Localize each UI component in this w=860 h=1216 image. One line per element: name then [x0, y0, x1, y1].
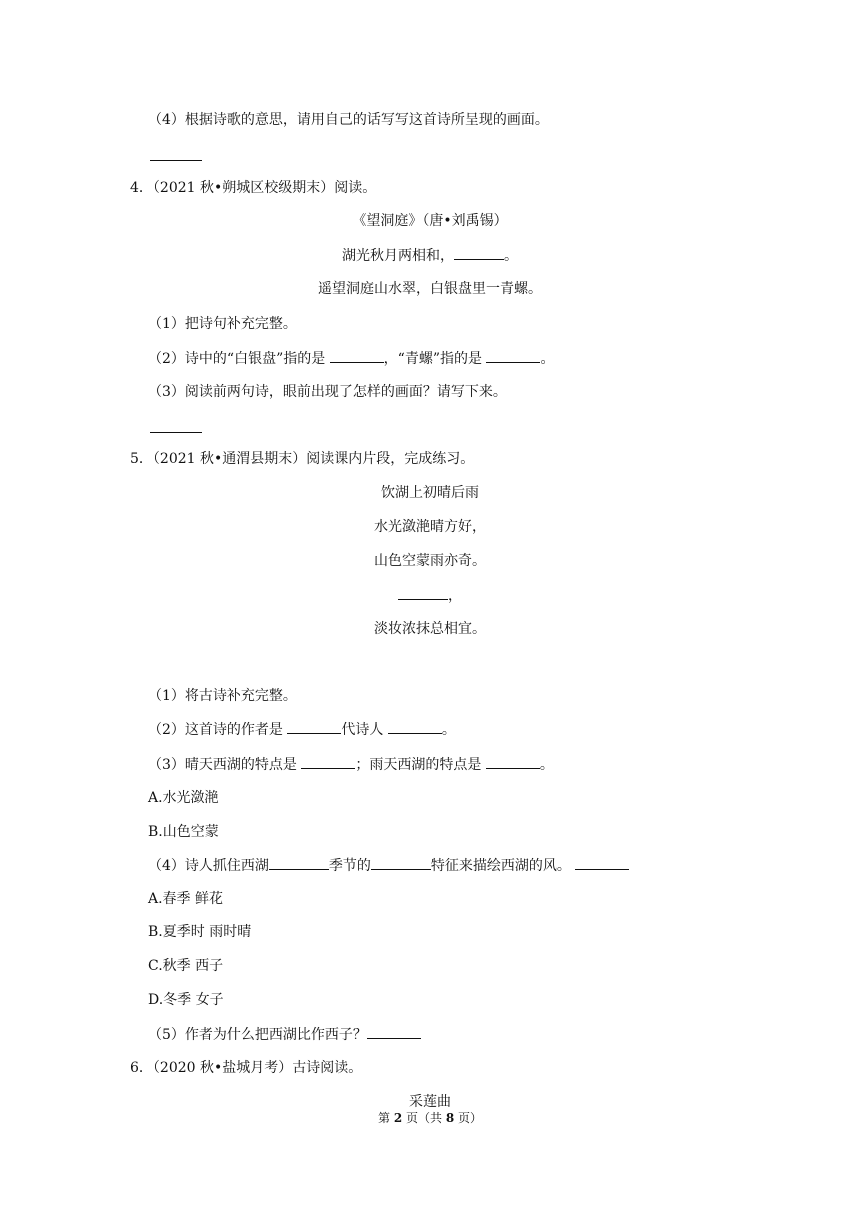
q5-sub4-blank2[interactable] — [371, 855, 431, 870]
q5-sub5-blank[interactable] — [367, 1024, 421, 1039]
footer-post: 页） — [454, 1111, 482, 1125]
q5-poem-line3 — [0, 585, 860, 606]
q4-sub2-text-a: （2）诗中的“白银盘”指的是 — [148, 351, 330, 367]
q5-sub2-text-b: 代诗人 — [341, 722, 388, 738]
q5-sub4-text-c: 特征来描绘西湖的风。 — [430, 858, 576, 874]
q5-sub4-option-c: C.秋季 西子 — [148, 958, 224, 974]
q5-sub3-text-a: （3）晴天西湖的特点是 — [148, 757, 302, 773]
q5-sub4 — [148, 855, 629, 876]
q5-sub4-text-b: 季节的 — [328, 858, 371, 874]
q4-header: 4．（2021 秋•朔城区校级期末）阅读。 — [130, 180, 377, 196]
q5-sub4-option-d: D.冬季 女子 — [148, 992, 224, 1008]
q4-poem-title: 《望洞庭》（唐•刘禹锡） — [352, 213, 508, 229]
q5-sub5-text: （5）作者为什么把西湖比作西子？ — [148, 1027, 367, 1043]
q5-sub4-answer-blank[interactable] — [575, 855, 629, 870]
q5-sub2-blank1[interactable] — [287, 719, 341, 734]
q5-sub4-option-b: B.夏季时 雨时晴 — [148, 924, 252, 940]
q5-sub3-text-c: 。 — [539, 757, 554, 773]
q5-sub2 — [148, 719, 456, 740]
footer-total-pages: 8 — [445, 1111, 455, 1125]
q4-sub2-text-b: ，“青螺”指的是 — [383, 351, 487, 367]
q5-sub2-blank2[interactable] — [388, 719, 442, 734]
q3-sub4-answer-blank[interactable] — [150, 160, 202, 161]
q5-poem-line2: 山色空蒙雨亦奇。 — [374, 553, 486, 569]
q4-line1-end: 。 — [504, 248, 518, 264]
q4-poem-line2: 遥望洞庭山水翠，白银盘里一青螺。 — [318, 281, 542, 297]
footer-pre: 第 — [377, 1111, 394, 1125]
q3-sub4: （4）根据诗歌的意思，请用自己的话写写这首诗所呈现的画面。 — [148, 112, 549, 128]
q5-line3-blank[interactable] — [398, 585, 448, 600]
q5-header: 5．（2021 秋•通渭县期末）阅读课内片段，完成练习。 — [130, 451, 475, 467]
q4-sub2-text-c: 。 — [540, 351, 555, 367]
q5-poem-line1: 水光潋滟晴方好， — [374, 519, 486, 535]
q5-sub2-text-c: 。 — [441, 722, 456, 738]
q5-sub2-text-a: （2）这首诗的作者是 — [148, 722, 288, 738]
q5-sub1: （1）将古诗补充完整。 — [148, 688, 297, 704]
q6-poem-title: 采莲曲 — [409, 1094, 451, 1110]
q5-sub5 — [148, 1024, 421, 1045]
q4-sub1: （1）把诗句补充完整。 — [148, 316, 297, 332]
footer-mid: 页（共 — [402, 1111, 446, 1125]
q4-sub3-answer-blank[interactable] — [150, 432, 202, 433]
page-footer — [0, 1110, 860, 1126]
q5-line3-end: ， — [448, 588, 462, 604]
q4-line1-text: 湖光秋月两相和， — [342, 248, 454, 264]
q5-sub3 — [148, 754, 554, 775]
q5-sub4-option-a: A.春季 鲜花 — [148, 891, 224, 907]
footer-page-number: 2 — [393, 1111, 403, 1125]
q5-sub4-text-a: （4）诗人抓住西湖 — [148, 858, 269, 874]
q5-poem-line4: 淡妆浓抹总相宜。 — [374, 621, 486, 637]
q4-sub2-blank2[interactable] — [486, 348, 540, 363]
q4-line1-blank[interactable] — [454, 245, 504, 260]
q5-sub3-text-b: ；雨天西湖的特点是 — [355, 757, 486, 773]
q5-sub3-blank1[interactable] — [301, 754, 355, 769]
q5-sub4-blank1[interactable] — [269, 855, 329, 870]
q4-sub2 — [148, 348, 554, 369]
q6-header: 6．（2020 秋•盐城月考）古诗阅读。 — [130, 1060, 363, 1076]
q5-sub3-option-b: B.山色空蒙 — [148, 824, 219, 840]
q4-sub2-blank1[interactable] — [330, 348, 384, 363]
q4-poem-line1 — [0, 245, 860, 266]
q5-sub3-blank2[interactable] — [486, 754, 540, 769]
q5-poem-title: 饮湖上初晴后雨 — [381, 485, 479, 501]
q5-sub3-option-a: A.水光潋滟 — [148, 790, 219, 806]
q4-sub3: （3）阅读前两句诗，眼前出现了怎样的画面？请写下来。 — [148, 384, 507, 400]
